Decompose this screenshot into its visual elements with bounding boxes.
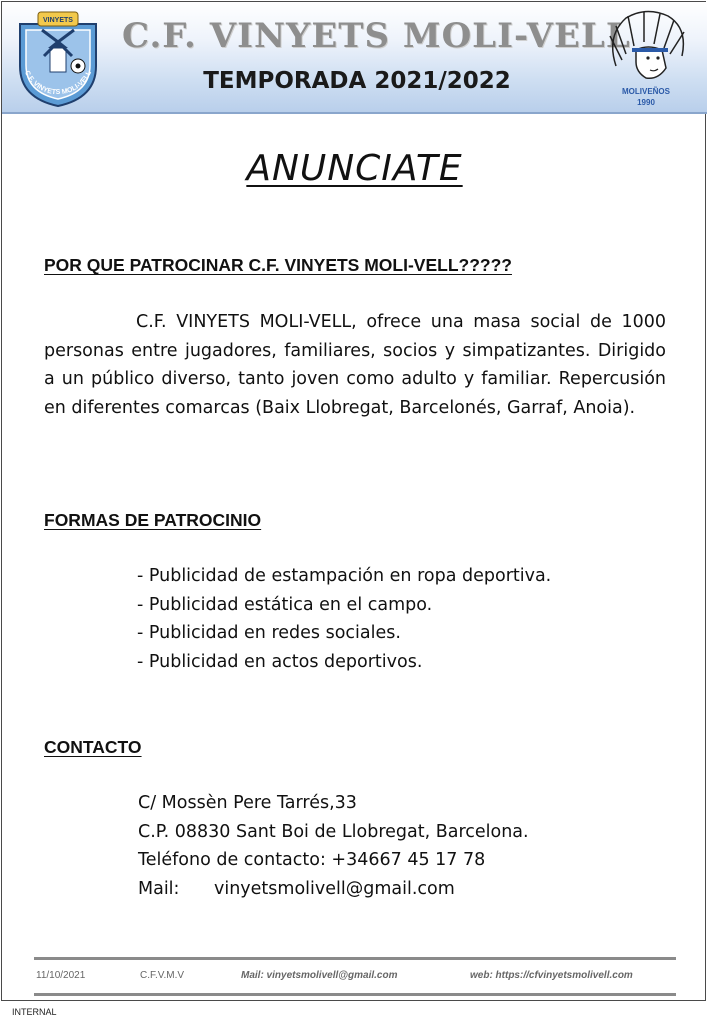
letterhead: [2, 2, 707, 114]
footer-date: 11/10/2021: [36, 970, 86, 981]
footer-divider-bottom: [34, 993, 676, 996]
footer-mail[interactable]: Mail: vinyetsmolivell@gmail.com: [241, 970, 398, 981]
contact-mail[interactable]: vinyetsmolivell@gmail.com: [214, 878, 455, 899]
mascot-caption: [596, 86, 696, 108]
contact-mail-line: [138, 875, 529, 904]
contact-city: C.P. 08830 Sant Boi de Llobregat, Barcelona.: [138, 821, 529, 842]
page-title: [0, 148, 709, 189]
contact-heading: CONTACTO: [44, 737, 142, 757]
club-crest-logo: [12, 8, 104, 108]
mascot-chief-logo: [596, 6, 696, 86]
mascot-caption-name: MOLIVEÑOS: [621, 87, 670, 96]
sponsorship-forms-list: [137, 562, 551, 676]
contact-phone: Teléfono de contacto: +34667 45 17 78: [138, 850, 486, 870]
crest-ring-text: C.F. VINYETS MOLI-VELL: [22, 69, 94, 97]
list-item: - Publicidad de estampación en ropa deportiva.: [137, 566, 552, 586]
footer-abbr: C.F.V.M.V: [140, 970, 185, 981]
contact-address: C/ Mossèn Pere Tarrés,33: [138, 793, 357, 813]
list-item: - Publicidad en actos deportivos.: [137, 651, 423, 672]
contact-block: [138, 789, 529, 903]
why-sponsor-heading: POR QUE PATROCINAR C.F. VINYETS MOLI-VELL?????: [44, 255, 512, 275]
page-title-text: ANUNCIATE: [246, 148, 463, 189]
mascot-caption-year: 1990: [637, 98, 655, 107]
contact-mail-label: Mail:: [138, 878, 180, 899]
sponsorship-forms-heading: FORMAS DE PATROCINIO: [44, 510, 262, 530]
why-sponsor-body: C.F. VINYETS MOLI-VELL, ofrece una masa social de 1000 personas entre jugadores, familiares, socios y simpatizantes. Dirigido a un público diverso, tanto joven como adulto y familiar. Repercusión en diferentes comarcas (Baix Llobregat, Barcelonés, Garraf, Anoia).: [44, 312, 666, 418]
footer-divider-top: [34, 957, 676, 960]
season-label: TEMPORADA 2021/2022: [203, 68, 511, 94]
list-item: - Publicidad estática en el campo.: [137, 594, 433, 615]
classification-label: INTERNAL: [12, 1007, 57, 1017]
list-item: - Publicidad en redes sociales.: [137, 623, 401, 643]
footer-web[interactable]: web: https://cfvinyetsmolivell.com: [470, 970, 633, 981]
crest-top-text: VINYETS: [43, 17, 73, 24]
club-name: C.F. VINYETS MOLI-VELL: [122, 16, 631, 56]
